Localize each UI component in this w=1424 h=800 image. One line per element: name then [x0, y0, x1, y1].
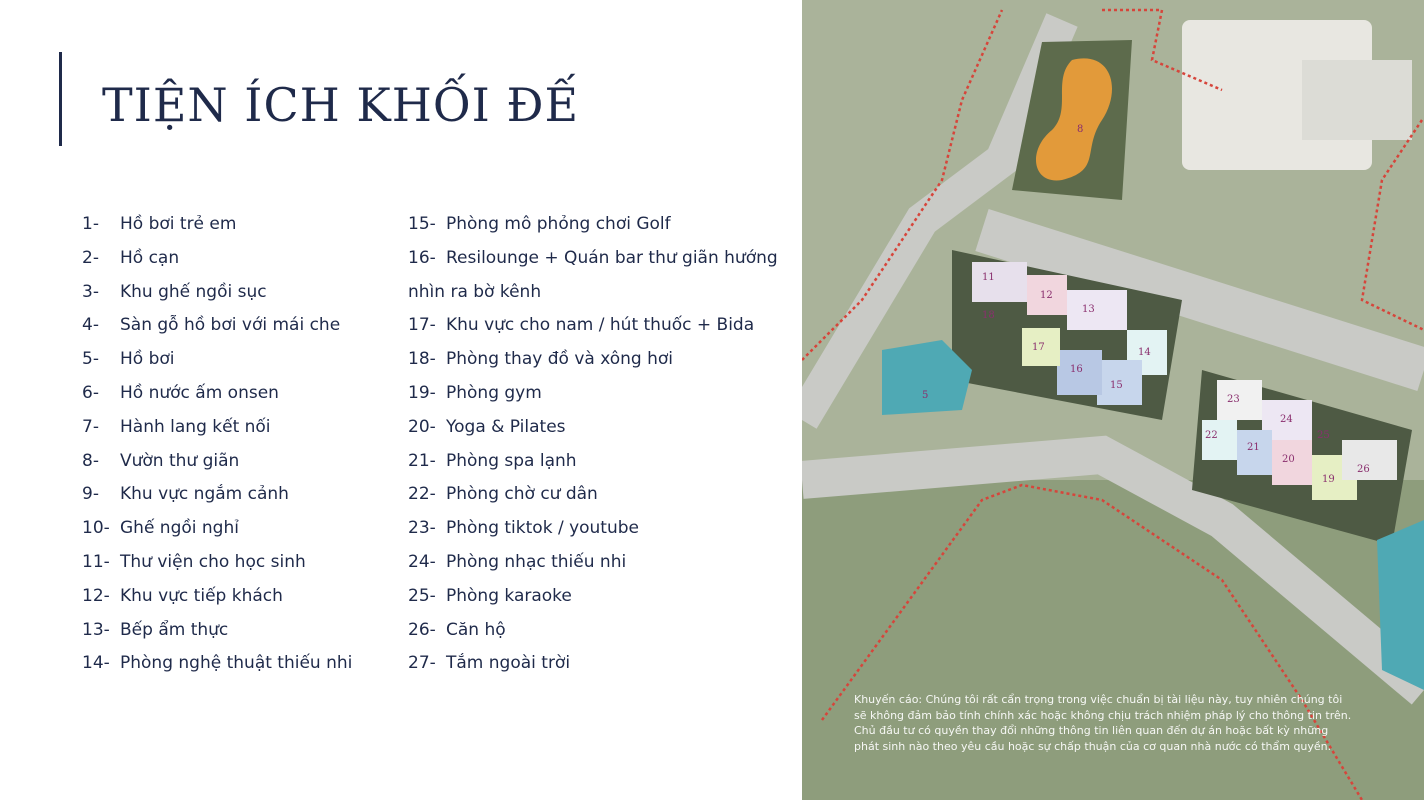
amenity-label: Bếp ẩm thực — [120, 619, 229, 640]
amenity-label: Phòng karaoke — [446, 585, 572, 606]
amenity-number: 12- — [82, 585, 110, 606]
amenity-item — [82, 546, 352, 580]
amenity-number: 23- — [408, 518, 436, 539]
amenity-item — [82, 377, 352, 411]
amenity-label: Resilounge + Quán bar thư giãn hướng — [446, 247, 778, 268]
amenity-item-continuation: nhìn ra bờ kênh — [408, 281, 542, 302]
map-label-18: 18 — [982, 310, 995, 321]
amenity-label: Phòng nhạc thiếu nhi — [446, 551, 627, 572]
amenity-item — [408, 309, 778, 343]
map-label-14: 14 — [1138, 347, 1151, 358]
site-plan-map — [802, 0, 1424, 800]
amenity-item — [408, 546, 778, 580]
neighbor-building-2 — [1302, 60, 1412, 140]
amenity-label: Phòng tiktok / youtube — [446, 518, 640, 539]
site-plan-drawing — [802, 0, 1424, 800]
amenity-number: 21- — [408, 450, 436, 471]
amenity-label: Hành lang kết nối — [120, 416, 271, 437]
amenity-item — [82, 512, 352, 546]
map-label-16: 16 — [1070, 364, 1083, 375]
amenity-item — [408, 614, 778, 648]
amenity-item — [408, 242, 778, 276]
title-accent-bar — [59, 52, 62, 146]
amenity-label: Hồ bơi — [120, 349, 175, 370]
amenity-number: 2- — [82, 247, 99, 268]
map-label-22: 22 — [1205, 430, 1218, 441]
amenity-item — [82, 614, 352, 648]
amenity-label: Thư viện cho học sinh — [120, 551, 306, 572]
amenity-item — [408, 445, 778, 479]
map-label-13: 13 — [1082, 304, 1095, 315]
amenity-label: Phòng thay đồ và xông hơi — [446, 349, 674, 370]
map-label-19: 19 — [1322, 474, 1335, 485]
amenity-number: 8- — [82, 450, 99, 471]
amenity-item — [82, 647, 352, 681]
map-label-26: 26 — [1357, 464, 1370, 475]
amenities-list-left — [82, 208, 352, 681]
amenity-label: Khu vực ngắm cảnh — [120, 484, 289, 505]
amenity-label: Phòng chờ cư dân — [446, 484, 598, 505]
amenity-item — [408, 411, 778, 445]
amenity-item — [408, 512, 778, 546]
amenity-number: 7- — [82, 416, 99, 437]
amenity-item — [408, 208, 778, 242]
map-label-24: 24 — [1280, 414, 1293, 425]
amenity-label: Căn hộ — [446, 619, 506, 640]
map-label-5: 5 — [922, 390, 929, 401]
amenity-number: 22- — [408, 484, 436, 505]
amenity-label: Ghế ngồi nghỉ — [120, 518, 239, 539]
amenity-item — [408, 343, 778, 377]
amenity-label: Phòng spa lạnh — [446, 450, 577, 471]
map-label-17: 17 — [1032, 342, 1045, 353]
amenity-label: Tắm ngoài trời — [446, 653, 571, 674]
map-label-21: 21 — [1247, 442, 1260, 453]
amenity-label: Vườn thư giãn — [120, 450, 240, 471]
room-13 — [1067, 290, 1127, 330]
amenity-label: Phòng gym — [446, 382, 542, 403]
amenity-number: 6- — [82, 382, 99, 403]
amenity-item — [408, 478, 778, 512]
page-title: TIỆN ÍCH KHỐI ĐẾ — [102, 78, 580, 132]
map-label-25: 25 — [1317, 430, 1330, 441]
amenity-number: 16- — [408, 247, 436, 268]
amenity-item — [82, 208, 352, 242]
amenity-label: Hồ cạn — [120, 247, 180, 268]
map-label-20: 20 — [1282, 454, 1295, 465]
map-label-11: 11 — [982, 272, 995, 283]
amenity-item — [82, 242, 352, 276]
amenity-label: Phòng mô phỏng chơi Golf — [446, 214, 671, 234]
amenity-number: 24- — [408, 551, 436, 572]
amenity-number: 5- — [82, 349, 99, 370]
amenity-label: Hồ bơi trẻ em — [120, 214, 237, 234]
amenity-label: Khu ghế ngồi sục — [120, 281, 267, 302]
amenity-number: 10- — [82, 518, 110, 539]
amenities-list-right — [408, 208, 778, 681]
amenity-item — [82, 276, 352, 310]
map-label-15: 15 — [1110, 380, 1123, 391]
amenity-item — [82, 309, 352, 343]
amenity-label: Phòng nghệ thuật thiếu nhi — [120, 653, 353, 674]
amenity-label: Khu vực tiếp khách — [120, 585, 283, 606]
room-11 — [972, 262, 1027, 302]
disclaimer-text: Khuyến cáo: Chúng tôi rất cẩn trọng trong việc chuẩn bị tài liệu này, tuy nhiên chúng tôi sẽ không đảm bảo tính chính xác hoặc không chịu trách nhiệm pháp lý cho thông tin trên. Chủ đầu tư có quyền thay đổi những thông tin liên quan đến dự án hoặc bất kỳ những phát sinh nào theo yêu cầu hoặc sự chấp thuận của cơ quan nhà nước có thẩm quyền. — [854, 693, 1352, 753]
amenity-number: 25- — [408, 585, 436, 606]
amenity-number: 27- — [408, 653, 436, 674]
amenity-item — [82, 580, 352, 614]
map-label-8: 8 — [1077, 124, 1084, 135]
amenity-number: 4- — [82, 315, 99, 336]
amenity-label: Hồ nước ấm onsen — [120, 382, 279, 403]
amenity-number: 17- — [408, 315, 436, 336]
amenity-number: 18- — [408, 349, 436, 370]
amenity-number: 3- — [82, 281, 99, 302]
amenity-number: 13- — [82, 619, 110, 640]
map-label-23: 23 — [1227, 394, 1240, 405]
amenity-number: 15- — [408, 214, 436, 234]
amenity-number: 11- — [82, 551, 110, 572]
amenity-item — [408, 580, 778, 614]
map-label-12: 12 — [1040, 290, 1053, 301]
amenity-number: 9- — [82, 484, 99, 505]
amenity-number: 20- — [408, 416, 436, 437]
amenity-number: 26- — [408, 619, 436, 640]
amenity-item — [82, 445, 352, 479]
amenity-number: 1- — [82, 214, 99, 234]
amenity-item — [82, 343, 352, 377]
amenity-label: Khu vực cho nam / hút thuốc + Bida — [446, 315, 755, 336]
canal-water — [1377, 520, 1424, 690]
amenity-number: 14- — [82, 653, 110, 674]
amenity-label: Sàn gỗ hồ bơi với mái che — [120, 315, 341, 336]
amenity-item — [408, 377, 778, 411]
amenity-item — [408, 647, 778, 681]
amenity-item — [82, 411, 352, 445]
amenity-number: 19- — [408, 382, 436, 403]
amenity-item — [82, 478, 352, 512]
amenity-label: Yoga & Pilates — [446, 416, 566, 437]
